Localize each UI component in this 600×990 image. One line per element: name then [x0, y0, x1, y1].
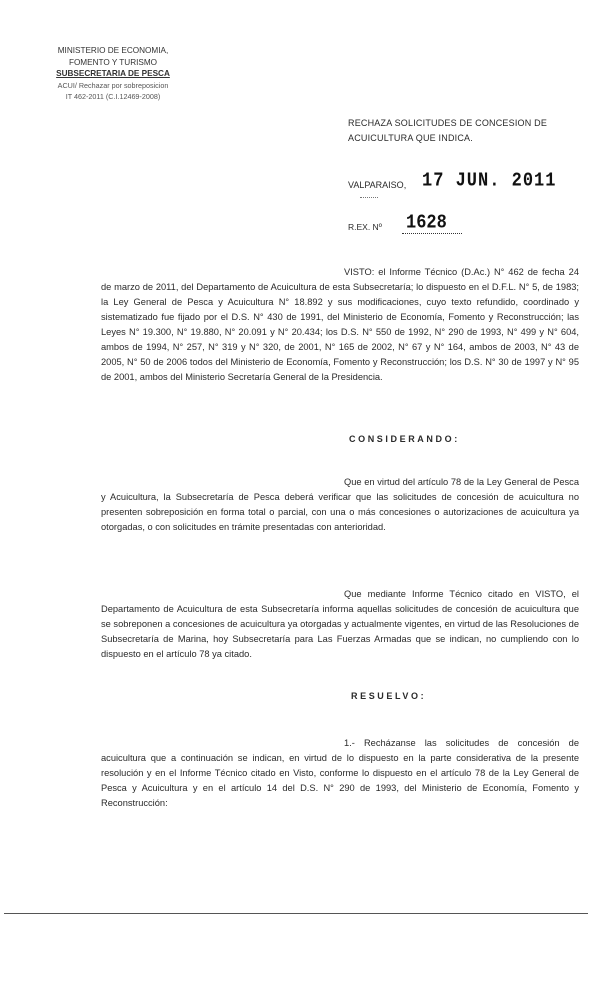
considerando-heading: CONSIDERANDO:: [349, 434, 460, 444]
resolution-underline: [402, 233, 462, 234]
resolution-line: [348, 214, 578, 236]
resolution-label: R.EX. Nº: [348, 222, 382, 232]
letterhead: [38, 45, 188, 103]
dotted-mark: [360, 197, 378, 198]
date-line: [348, 172, 578, 196]
resuelvo-paragraph-1: 1.- Recházanse las solicitudes de concesión de acuicultura que a continuación se indican, en virtud de lo dispuesto en la parte considerativa de la presente resolución y en el Informe Técnico citado en Visto, conforme lo dispuesto en el artículo 78 de la Ley General de Pesca y Acuicultura y en el artículo 14 del D.S. N° 290 de 1993, del Ministerio de Economía, Fomento y Reconstrucción:: [101, 738, 579, 808]
ministry-name: MINISTERIO DE ECONOMIA,: [57, 46, 169, 55]
reference-line: ACUI/ Rechazar por sobreposicion: [57, 80, 169, 90]
visto-paragraph: VISTO: el Informe Técnico (D.Ac.) N° 462 de fecha 24 de marzo de 2011, del Departamento de Acuicultura de esta Subsecretaría; lo dispuesto en el D.F.L. N° 5, de 1983; la Ley General de Pesca y Acuicultura N° 18.892 y sus modificaciones, cuyo texto refundido, coordinado y sistematizado fue fijado por el D.S. N° 430 de 1991, del Ministerio de Economía, Fomento y Reconstrucción; las Leyes N° 19.300, N° 19.880, N° 20.091 y N° 20.434; los D.S. N° 550 de 1992, N° 290 de 1993, N° 499 y N° 604, ambos de 1994, N° 257, N° 319 y N° 320, de 2001, N° 165 de 2002, N° 67 y N° 164, ambos de 2003, N° 43 de 2005, N° 50 de 2006 todos del Ministerio de Economía, Fomento y Reconstrucción; los D.S. N° 30 de 1997 y N° 95 de 2001, ambos del Ministerio Secretaría General de la Presidencia.: [101, 267, 579, 382]
ministry-subname: FOMENTO Y TURISMO: [68, 57, 158, 67]
date-stamp: 17 JUN. 2011: [422, 170, 557, 193]
place-label: VALPARAISO,: [348, 180, 407, 190]
document-subject: RECHAZA SOLICITUDES DE CONCESION DE ACUICULTURA QUE INDICA.: [348, 118, 548, 143]
file-reference: IT 462-2011 (C.I.12469-2008): [65, 92, 161, 101]
considerando-paragraph-2: Que mediante Informe Técnico citado en VISTO, el Departamento de Acuicultura de esta Subsecretaría informa aquellas solicitudes de concesión de acuicultura que se sobreponen a concesiones de acuicultura ya otorgadas y actualmente vigentes, en virtud de las Resoluciones de Subsecretaría de Marina, hoy Subsecretaría para Las Fuerzas Armadas que se indican, no cumpliendo con lo dispuesto en el artículo 78 ya citado.: [101, 589, 579, 659]
undersecretariat-name: SUBSECRETARIA DE PESCA: [56, 69, 170, 78]
resolution-number: 1628: [406, 212, 447, 235]
considerando-paragraph-1: Que en virtud del artículo 78 de la Ley General de Pesca y Acuicultura, la Subsecretaría de Pesca deberá verificar que las solicitudes de concesión de acuicultura no presenten sobreposición en forma total o parcial, con una o más concesiones o autorizaciones de acuicultura ya otorgadas, o con solicitudes en trámite presentadas con anterioridad.: [101, 477, 579, 532]
page-divider: [4, 913, 588, 914]
resuelvo-heading: RESUELVO:: [351, 691, 427, 701]
